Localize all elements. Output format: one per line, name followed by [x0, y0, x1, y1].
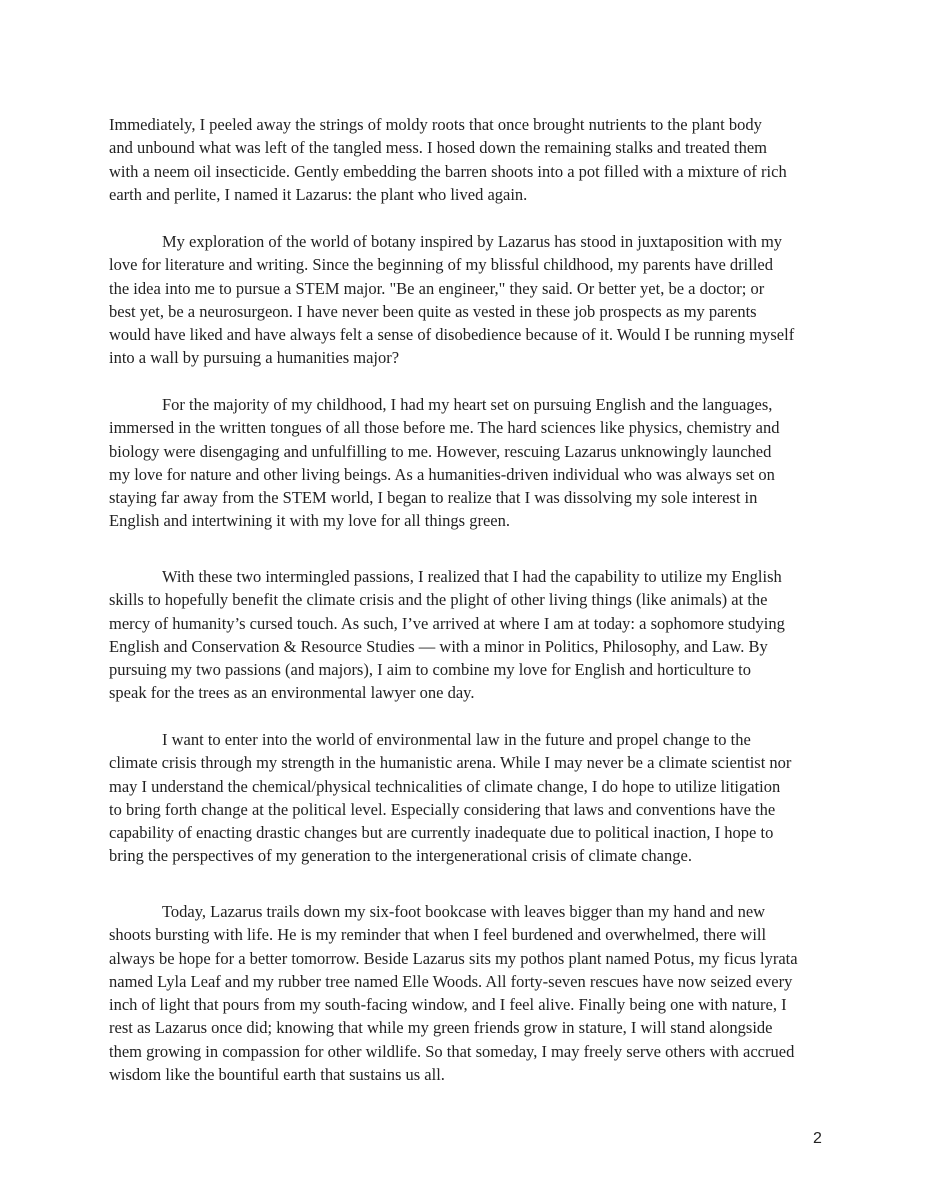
text-line: may I understand the chemical/physical technicalities of climate change, I do hope to utilize litigation	[109, 776, 781, 796]
text-line: mercy of humanity’s cursed touch. As such, I’ve arrived at where I am at today: a sophomore studying	[109, 613, 785, 633]
paragraph-3	[109, 393, 829, 533]
text-line: and unbound what was left of the tangled mess. I hosed down the remaining stalks and treated them	[109, 138, 768, 158]
text-line: biology were disengaging and unfulfilling to me. However, rescuing Lazarus unknowingly launched	[109, 441, 772, 461]
text-line: speak for the trees as an environmental lawyer one day.	[109, 683, 475, 703]
text-line: into a wall by pursuing a humanities major?	[109, 348, 400, 368]
text-line: with a neem oil insecticide. Gently embedding the barren shoots into a pot filled with a mixture of rich	[109, 161, 787, 181]
paragraph-6	[109, 900, 829, 1086]
text-line: the idea into me to pursue a STEM major. "Be an engineer," they said. Or better yet, be a doctor; or	[109, 278, 765, 298]
text-line: best yet, be a neurosurgeon. I have never been quite as vested in these job prospects as my parents	[109, 301, 757, 321]
paragraph-2	[109, 230, 829, 370]
text-line: rest as Lazarus once did; knowing that while my green friends grow in stature, I will stand alongside	[109, 1018, 773, 1038]
text-line: to bring forth change at the political level. Especially considering that laws and conventions have the	[109, 799, 776, 819]
text-line: inch of light that pours from my south-facing window, and I feel alive. Finally being one with nature, I	[109, 995, 787, 1015]
text-line: My exploration of the world of botany inspired by Lazarus has stood in juxtaposition with my	[162, 232, 783, 251]
text-line: Today, Lazarus trails down my six-foot bookcase with leaves bigger than my hand and new	[162, 902, 766, 921]
text-line: earth and perlite, I named it Lazarus: the plant who lived again.	[109, 184, 528, 204]
paragraph-5	[109, 728, 829, 868]
text-line: For the majority of my childhood, I had my heart set on pursuing English and the languages,	[162, 395, 773, 414]
text-line: climate crisis through my strength in the humanistic arena. While I may never be a climate scientist nor	[109, 753, 792, 773]
text-line: my love for nature and other living beings. As a humanities-driven individual who was always set on	[109, 464, 775, 484]
text-line: With these two intermingled passions, I realized that I had the capability to utilize my English	[162, 567, 782, 586]
text-line: Immediately, I peeled away the strings of moldy roots that once brought nutrients to the plant body	[109, 115, 762, 134]
text-line: always be hope for a better tomorrow. Beside Lazarus sits my pothos plant named Potus, my ficus lyrata	[109, 948, 798, 968]
paragraph-1	[109, 113, 829, 206]
text-line: named Lyla Leaf and my rubber tree named Elle Woods. All forty-seven rescues have now seized every	[109, 971, 793, 991]
page-number: 2	[813, 1130, 822, 1147]
text-line: staying far away from the STEM world, I began to realize that I was dissolving my sole interest in	[109, 488, 758, 508]
text-line: shoots bursting with life. He is my reminder that when I feel burdened and overwhelmed, there will	[109, 925, 767, 945]
text-line: would have liked and have always felt a sense of disobedience because of it. Would I be running myself	[109, 325, 795, 345]
text-line: love for literature and writing. Since the beginning of my blissful childhood, my parents have drilled	[109, 255, 773, 275]
text-line: wisdom like the bountiful earth that sustains us all.	[109, 1065, 445, 1085]
text-line: English and Conservation & Resource Studies — with a minor in Politics, Philosophy, and Law. By	[109, 636, 768, 656]
text-line: skills to hopefully benefit the climate crisis and the plight of other living things (like animals) at the	[109, 590, 768, 610]
text-line: them growing in compassion for other wildlife. So that someday, I may freely serve others with accrued	[109, 1041, 795, 1061]
text-line: bring the perspectives of my generation to the intergenerational crisis of climate change.	[109, 846, 692, 866]
paragraph-4	[109, 565, 829, 705]
text-line: English and intertwining it with my love for all things green.	[109, 511, 510, 531]
text-line: I want to enter into the world of environmental law in the future and propel change to the	[162, 730, 751, 749]
text-line: pursuing my two passions (and majors), I aim to combine my love for English and horticulture to	[109, 660, 752, 680]
text-line: immersed in the written tongues of all those before me. The hard sciences like physics, chemistry and	[109, 418, 780, 438]
text-line: capability of enacting drastic changes but are currently inadequate due to political inaction, I hope to	[109, 823, 774, 843]
